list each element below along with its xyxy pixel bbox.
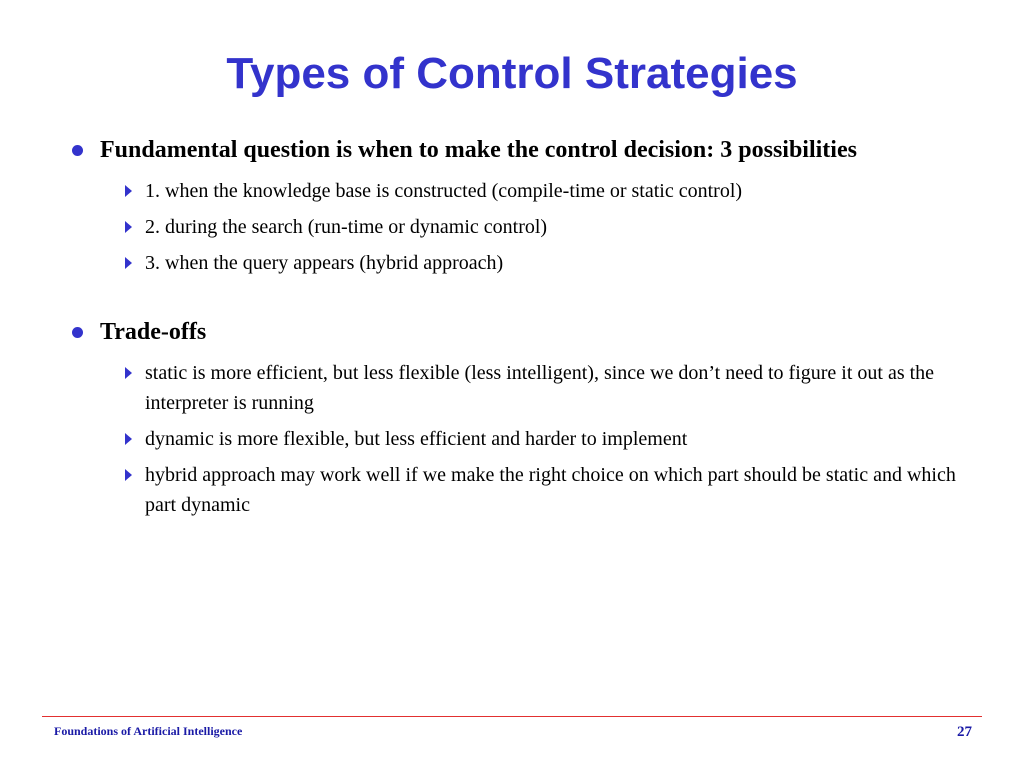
- triangle-bullet-icon: [125, 257, 132, 269]
- sub-bullet-text: static is more efficient, but less flexible (less intelligent), since we don’t need to figure it out as the interpreter is running: [145, 362, 935, 414]
- page-number: 27: [957, 724, 972, 740]
- triangle-bullet-icon: [125, 469, 132, 481]
- sub-bullet-item: [68, 176, 988, 206]
- sub-bullet-text: hybrid approach may work well if we make the right choice on which part should be static and which part dynamic: [145, 464, 956, 516]
- sub-bullet-text: 2. during the search (run-time or dynamic control): [145, 216, 548, 238]
- bullet-group-1: [68, 132, 988, 278]
- round-bullet-icon: [72, 145, 83, 156]
- footer-divider: [42, 716, 982, 717]
- bullet-level1: [68, 314, 988, 350]
- sub-bullet-item: [68, 460, 988, 520]
- round-bullet-icon: [72, 327, 83, 338]
- sub-bullet-item: [68, 248, 988, 278]
- bullet-level1: [68, 132, 988, 168]
- slide-title: Types of Control Strategies: [226, 49, 798, 98]
- triangle-bullet-icon: [125, 433, 132, 445]
- triangle-bullet-icon: [125, 185, 132, 197]
- sub-bullet-list: [68, 358, 988, 520]
- footer-course-title: Foundations of Artificial Intelligence: [54, 724, 243, 738]
- triangle-bullet-icon: [125, 367, 132, 379]
- sub-bullet-text: 1. when the knowledge base is constructed (compile-time or static control): [145, 180, 743, 202]
- bullet-group-2: [68, 314, 988, 520]
- slide-content: [68, 132, 988, 520]
- triangle-bullet-icon: [125, 221, 132, 233]
- sub-bullet-item: [68, 358, 988, 418]
- sub-bullet-text: dynamic is more flexible, but less efficient and harder to implement: [145, 428, 688, 450]
- sub-bullet-item: [68, 424, 988, 454]
- sub-bullet-item: [68, 212, 988, 242]
- sub-bullet-list: [68, 176, 988, 278]
- bullet-text: Trade-offs: [100, 319, 207, 345]
- bullet-text: Fundamental question is when to make the control decision: 3 possibilities: [100, 137, 857, 163]
- sub-bullet-text: 3. when the query appears (hybrid approach): [145, 252, 504, 274]
